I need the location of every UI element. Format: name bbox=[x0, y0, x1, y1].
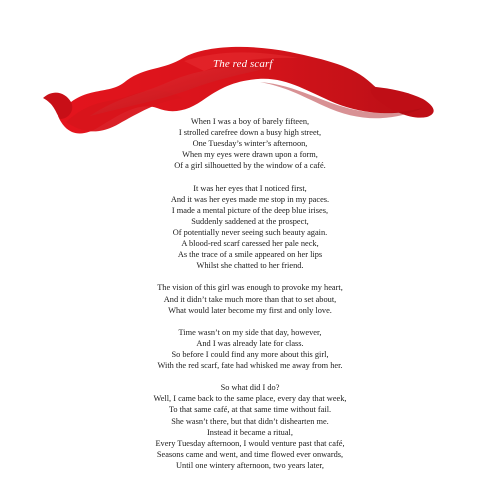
poem-line: I made a mental picture of the deep blue irises, bbox=[171, 205, 329, 215]
poem-line: And it didn’t take much more than that to set about, bbox=[163, 294, 337, 304]
poem-line: Until one wintery afternoon, two years later, bbox=[176, 460, 324, 470]
poem-line: And it was her eyes made me stop in my paces. bbox=[170, 194, 330, 204]
stanza-3 bbox=[40, 282, 460, 315]
poem-line: She wasn’t there, but that didn’t dishearten me. bbox=[171, 416, 329, 426]
poem-line: Of potentially never seeing such beauty again. bbox=[172, 227, 328, 237]
poem-line: Every Tuesday afternoon, I would venture past that café, bbox=[155, 438, 345, 448]
poem-line: The vision of this girl was enough to provoke my heart, bbox=[157, 283, 343, 293]
poem-line: So what did I do? bbox=[220, 383, 280, 393]
poem-line: When my eyes were drawn upon a form, bbox=[182, 150, 318, 160]
poem-line: As the trace of a smile appeared on her lips bbox=[177, 250, 323, 260]
stanza-2 bbox=[40, 183, 460, 272]
poem-line: A blood-red scarf caressed her pale neck, bbox=[181, 239, 319, 249]
poem-line: Well, I came back to the same place, every day that week, bbox=[153, 394, 347, 404]
poem-line: To that same café, at that same time without fail. bbox=[168, 405, 332, 415]
poem-title: The red scarf bbox=[213, 58, 273, 70]
poem-line: And I was already late for class. bbox=[196, 338, 304, 348]
poem-line: I strolled carefree down a busy high street, bbox=[178, 128, 322, 138]
poem-line: Time wasn’t on my side that day, however, bbox=[178, 327, 322, 337]
poem-line: Whilst she chatted to her friend. bbox=[196, 261, 304, 271]
poem-line: It was her eyes that I noticed first, bbox=[193, 183, 307, 193]
poem-line: One Tuesday’s winter’s afternoon, bbox=[192, 139, 308, 149]
stanza-1 bbox=[40, 116, 460, 171]
poem-body bbox=[40, 116, 460, 482]
poem-line: With the red scarf, fate had whisked me away from her. bbox=[157, 361, 343, 371]
poem-line: Of a girl silhouetted by the window of a café. bbox=[174, 161, 326, 171]
poem-line: Instead it became a ritual, bbox=[207, 427, 293, 437]
poem-line: So before I could find any more about this girl, bbox=[171, 349, 329, 359]
poem-line: Seasons came and went, and time flowed ever onwards, bbox=[156, 449, 344, 459]
stanza-4 bbox=[40, 327, 460, 371]
poem-line: Suddenly saddened at the prospect, bbox=[191, 216, 309, 226]
poem-line: When I was a boy of barely fifteen, bbox=[190, 117, 310, 126]
poem-line: What would later become my first and only love. bbox=[168, 305, 332, 315]
stanza-5 bbox=[40, 382, 460, 471]
